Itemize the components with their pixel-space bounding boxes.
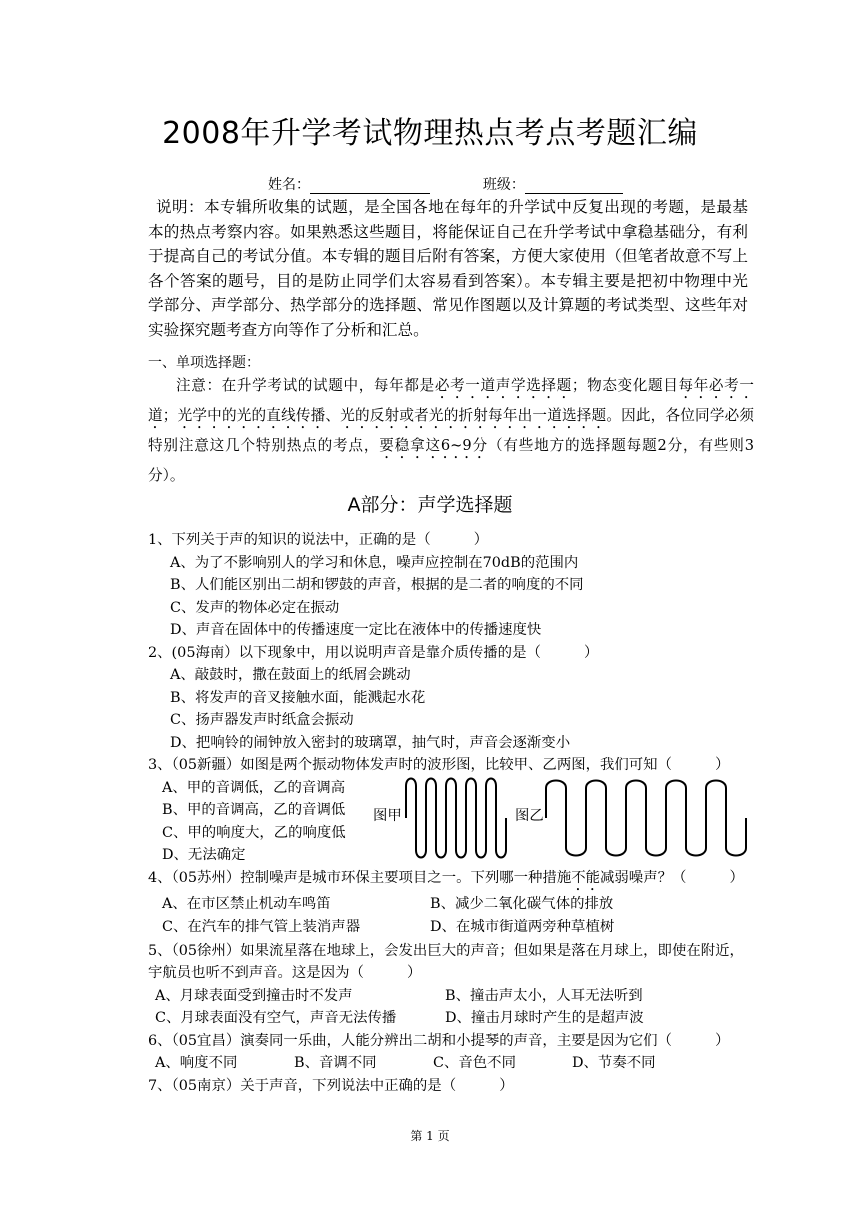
q5-stem-line-1: 5、（05徐州）如果流星落在地球上，会发出巨大的声音；但如果是落在月球上，即使在附近， <box>148 943 744 959</box>
q4-option-d: D、在城市街道两旁种草植树 <box>430 919 615 935</box>
class-blank <box>525 177 623 194</box>
q4-option-b: B、减少二氧化碳气体的排放 <box>430 896 614 912</box>
section-heading: 一、单项选择题： <box>148 355 260 371</box>
note-text-4: 。因此，各位同学必须特别注意这几个特别热点的考点， <box>148 407 754 454</box>
figure-b-label: 图乙 <box>515 808 544 824</box>
q1-option-b: B、人们能区别出二胡和锣鼓的声音，根据的是二者的响度的不同 <box>170 577 584 593</box>
q4-stem-part-1: 4、（05苏州）控制噪声是城市环保主要项目之一。下列哪一种措施 <box>148 870 572 886</box>
page-title: 2008年升学考试物理热点考点考题汇编 <box>162 116 698 151</box>
q1-option-d: D、声音在固体中的传播速度一定比在液体中的传播速度快 <box>170 622 542 638</box>
note-emphasis-2: 每年必考一道 <box>148 377 754 424</box>
q4-option-a: A、在市区禁止机动车鸣笛 <box>162 896 331 912</box>
q6-option-d: D、节奏不同 <box>572 1055 656 1071</box>
q3-option-d: D、无法确定 <box>162 847 246 863</box>
waveform-a <box>406 779 506 858</box>
waveform-b-figure <box>540 768 755 868</box>
q1-option-c: C、发声的物体必定在振动 <box>170 600 340 616</box>
intro-paragraph: 说明：本专辑所收集的试题，是全国各地在每年的升学试中反复出现的考题，是最基本的热点考察内容。如果熟悉这些题目，将能保证自己在升学考试中拿稳基础分，有利于提高自己的考试分值。本专辑的题目后附有答案，方便大家使用（但笔者故意不写上各个答案的题号，目的是防止同学们太容易看到答案）。本专辑主要是把初中物理中光学部分、声学部分、热学部分的选择题、常见作图题以及计算题的考试类型、这些年对实验探究题考查方向等作了分析和汇总。 <box>148 198 748 339</box>
name-label: 姓名： <box>268 177 310 193</box>
q2-option-a: A、敲鼓时，撒在鼓面上的纸屑会跳动 <box>170 667 411 683</box>
figure-a-label: 图甲 <box>373 808 402 824</box>
q4-option-c: C、在汽车的排气管上装消声器 <box>162 919 361 935</box>
note-paragraph <box>148 372 754 489</box>
q3-option-b: B、甲的音调高，乙的音调低 <box>162 802 346 818</box>
q4-stem-emphasis: 不能 <box>571 870 601 886</box>
q5-stem-line-2: 宇航员也听不到声音。这是因为（ ） <box>148 965 422 981</box>
note-emphasis-1: 必考一道声学选择题 <box>434 377 572 394</box>
q5-option-c: C、月球表面没有空气，声音无法传播 <box>155 1010 397 1026</box>
q6-stem: 6、（05宜昌）演奏同一乐曲，人能分辨出二胡和小提琴的声音，主要是因为它们（ ） <box>148 1033 730 1049</box>
q1-option-a: A、为了不影响别人的学习和休息，噪声应控制在70dB的范围内 <box>170 555 579 571</box>
note-emphasis-3: 光学中的光的直线传播、光的反射或者光的折射每年出一道选择题 <box>177 407 607 424</box>
waveform-b <box>546 781 746 856</box>
waveform-a-figure <box>400 768 510 868</box>
note-emphasis-4: 要稳拿这6~9分 <box>379 437 488 454</box>
q7-stem: 7、（05南京）关于声音，下列说法中正确的是（ ） <box>148 1078 514 1094</box>
q2-option-c: C、扬声器发声时纸盒会振动 <box>170 712 354 728</box>
q4-stem <box>148 866 744 894</box>
part-a-heading: A部分：声学选择题 <box>347 494 513 516</box>
q5-option-a: A、月球表面受到撞击时不发声 <box>155 988 353 1004</box>
name-class-row <box>268 174 623 194</box>
note-text-3: ； <box>162 407 178 424</box>
q1-stem: 1、下列关于声的知识的说法中，正确的是（ ） <box>148 532 489 548</box>
q6-option-c: C、音色不同 <box>433 1055 516 1071</box>
q2-stem: 2、(05海南）以下现象中，用以说明声音是靠介质传播的是（ ） <box>148 645 599 661</box>
q5-option-d: D、撞击月球时产生的是超声波 <box>445 1010 644 1026</box>
note-text-1: 注意：在升学考试的试题中，每年都是 <box>176 377 435 394</box>
q3-stem: 3、（05新疆）如图是两个振动物体发声时的波形图，比较甲、乙两图，我们可知（ ） <box>148 757 730 773</box>
note-text-2: ；物态变化题目 <box>571 377 679 394</box>
class-label: 班级： <box>482 177 525 193</box>
page-footer: 第 1 页 <box>410 1129 450 1143</box>
note-text-5: （有些地方的选择题每题2分，有些则3分）。 <box>148 437 754 484</box>
q6-option-a: A、响度不同 <box>155 1055 238 1071</box>
q3-option-c: C、甲的响度大，乙的响度低 <box>162 825 346 841</box>
q6-option-b: B、音调不同 <box>294 1055 377 1071</box>
q3-option-a: A、甲的音调低，乙的音调高 <box>162 780 346 796</box>
q2-option-d: D、把响铃的闹钟放入密封的玻璃罩，抽气时，声音会逐渐变小 <box>170 735 571 751</box>
q2-option-b: B、将发声的音叉接触水面，能溅起水花 <box>170 690 426 706</box>
q4-stem-part-2: 减弱噪声？（ ） <box>600 870 744 886</box>
q5-option-b: B、撞击声太小，人耳无法听到 <box>445 988 643 1004</box>
name-blank <box>310 177 430 194</box>
